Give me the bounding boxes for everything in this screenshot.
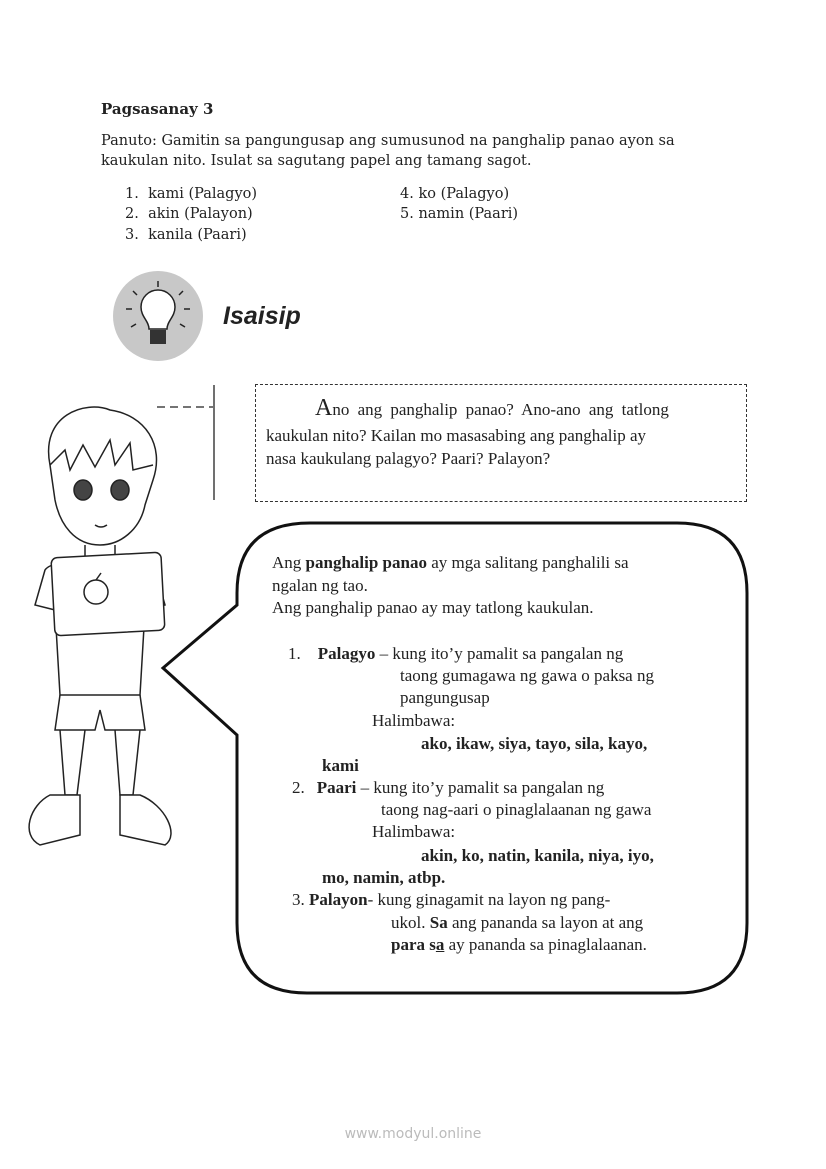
bubble-line: pangungusap	[400, 688, 490, 707]
bubble-line: Ang panghalip panao ay mga salitang panghalili sa	[272, 553, 629, 572]
instructions-line: Panuto: Gamitin sa pangungusap ang sumusunod na panghalip panao ayon sa	[101, 133, 675, 149]
bubble-line: para sa ay pananda sa pinaglalaanan.	[391, 935, 647, 954]
bubble-line: taong nag-aari o pinaglalaanan ng gawa	[381, 800, 652, 819]
exercise-item: 2. akin (Palayon)	[125, 206, 253, 222]
section-title: Isaisip	[223, 302, 301, 330]
bubble-line: Ang panghalip panao ay may tatlong kaukulan.	[272, 598, 594, 617]
question-line: Ano ang panghalip panao? Ano-ano ang tatlong	[315, 395, 669, 421]
exercise-title: Pagsasanay 3	[101, 100, 214, 118]
exercise-item: 4. ko (Palagyo)	[400, 186, 510, 202]
question-line: kaukulan nito? Kailan mo masasabing ang panghalip ay	[266, 426, 647, 445]
examples-line: akin, ko, natin, kanila, niya, iyo,	[421, 846, 654, 865]
bubble-line: ngalan ng tao.	[272, 576, 368, 595]
bubble-line: Halimbawa:	[372, 711, 456, 730]
exercise-item: 1. kami (Palagyo)	[125, 186, 258, 202]
bubble-line: ukol. Sa ang pananda sa layon at ang	[391, 913, 644, 932]
examples-line: mo, namin, atbp.	[322, 868, 446, 887]
paari-item: 2. Paari – kung ito’y pamalit sa pangalan ng	[292, 778, 605, 797]
examples-line: kami	[322, 756, 359, 775]
examples-line: ako, ikaw, siya, tayo, sila, kayo,	[421, 734, 648, 753]
exercise-item: 5. namin (Paari)	[400, 206, 519, 222]
bubble-line: taong gumagawa ng gawa o paksa ng	[400, 666, 654, 685]
question-line: nasa kaukulang palagyo? Paari? Palayon?	[266, 449, 551, 468]
exercise-item: 3. kanila (Paari)	[125, 227, 247, 243]
watermark: www.modyul.online	[344, 1126, 482, 1142]
palagyo-item: 1. Palagyo – kung ito’y pamalit sa pangalan ng	[288, 644, 624, 663]
bubble-line: Halimbawa:	[372, 822, 456, 841]
lightbulb-icon	[113, 271, 203, 361]
palayon-item: 3. Palayon- kung ginagamit na layon ng pang-	[292, 890, 611, 909]
instructions-line: kaukulan nito. Isulat sa sagutang papel ang tamang sagot.	[101, 153, 532, 169]
